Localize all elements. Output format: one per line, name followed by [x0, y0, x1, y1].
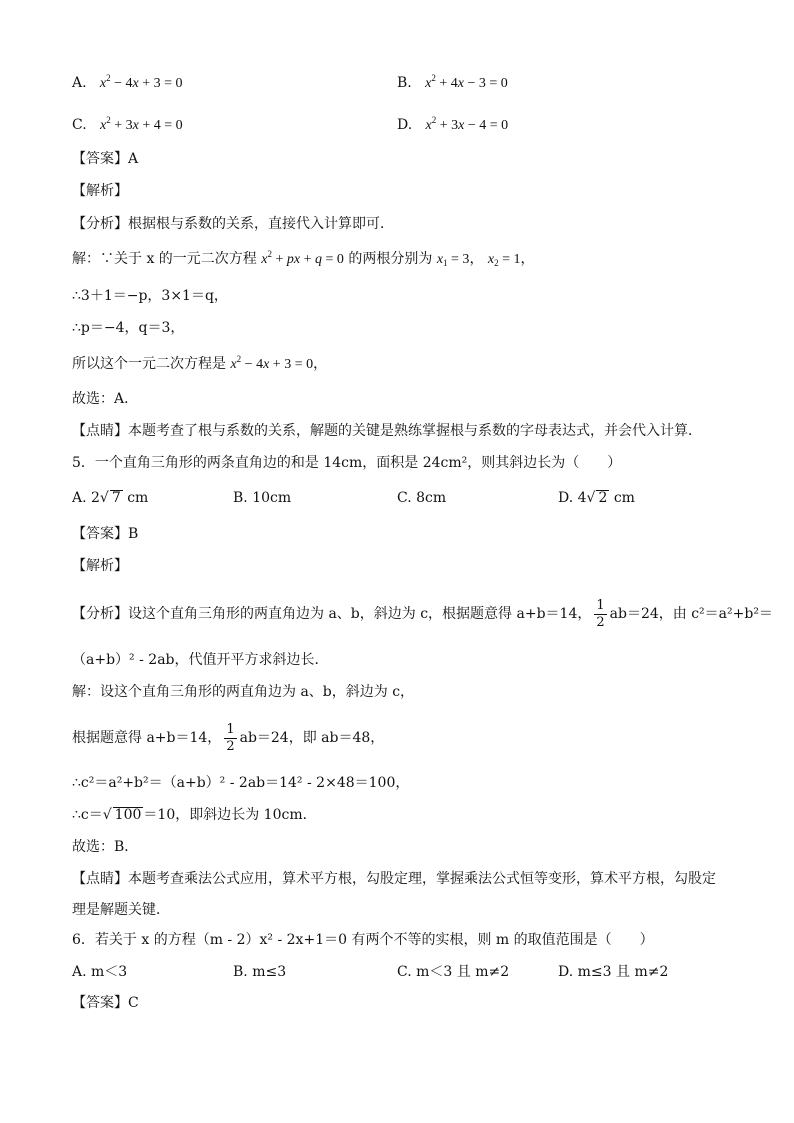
q4-solution-line-2: ∴3＋1＝−p，3×1＝q，	[72, 288, 228, 304]
q4-analysis-heading: 【解析】	[72, 183, 128, 199]
q6-answer: 【答案】C	[72, 995, 139, 1011]
q5-option-d: D. 4√ 2 cm	[558, 490, 635, 506]
q4-option-c: C. $x^2 + 3x + 4 = 0$	[72, 115, 183, 133]
q4-option-d: D. $x^2 + 3x - 4 = 0$	[397, 115, 509, 133]
q5-fenxi-line-1: 【分析】设这个直角三角形的两直角边为 a、b，斜边为 c，根据题意得 a+b＝14， $\frac{1}{2}$ ab＝24，由 c²＝a²+b²＝	[72, 597, 773, 630]
q5-fenxi-line-2: （a+b）² - 2ab，代值开平方求斜边长．	[72, 652, 329, 668]
q5-stem: 5．一个直角三角形的两条直角边的和是 14cm，面积是 24cm²，则其斜边长为（ ）	[72, 455, 622, 471]
q4-option-a: A. $x^2 - 4x + 3 = 0$	[72, 73, 183, 91]
q5-comment-line-1: 【点睛】本题考查乘法公式应用，算术平方根，勾股定理，掌握乘法公式恒等变形，算术平方根，勾股定	[72, 871, 716, 887]
q5-option-a: A. 2√ 7 cm	[72, 490, 149, 506]
q5-solution-line-4: ∴c＝√ 100 ＝10，即斜边长为 10cm．	[72, 807, 317, 823]
fraction-half: $\frac{1}{2}$	[226, 721, 235, 754]
q4-comment: 【点睛】本题考查了根与系数的关系，解题的关键是熟练掌握根与系数的字母表达式，并会代入计算．	[72, 423, 702, 439]
q5-option-b: B. 10cm	[233, 490, 292, 506]
q5-solution-line-3: ∴c²＝a²+b²＝（a+b）² - 2ab＝14² - 2×48＝100，	[72, 775, 410, 791]
q5-choose: 故选：B．	[72, 839, 139, 855]
q4-solution-line-3: ∴p＝−4，q＝3，	[72, 320, 185, 336]
q4-fenxi: 【分析】根据根与系数的关系，直接代入计算即可．	[72, 216, 394, 232]
q5-answer: 【答案】B	[72, 526, 139, 542]
q5-solution-line-2: 根据题意得 a+b＝14， $\frac{1}{2}$ ab＝24，即 ab＝48，	[72, 721, 385, 754]
q5-comment-line-2: 理是解题关键．	[72, 902, 170, 918]
q6-option-d: D. m≤3 且 m≠2	[558, 964, 669, 980]
q4-option-b: B. $x^2 + 4x - 3 = 0$	[397, 73, 508, 91]
q6-option-b: B. m≤3	[233, 964, 287, 980]
q6-stem: 6．若关于 x 的方程（m - 2）x² - 2x+1＝0 有两个不等的实根，则 m 的取值范围是（ ）	[72, 932, 654, 948]
q4-answer: 【答案】A	[72, 151, 139, 167]
q5-solution-line-1: 解：设这个直角三角形的两直角边为 a、b，斜边为 c，	[72, 684, 415, 700]
fraction-half: $\frac{1}{2}$	[596, 597, 605, 630]
q4-solution-line-1: 解：∵关于 x 的一元二次方程 $x^2$ + px + q = 0 的两根分别为 $x_1 = 3$， $x_2 = 1$，	[72, 249, 535, 268]
q5-analysis-heading: 【解析】	[72, 558, 128, 574]
q4-choose: 故选：A．	[72, 391, 139, 407]
q6-option-c: C. m＜3 且 m≠2	[397, 964, 510, 980]
q6-option-a: A. m＜3	[72, 964, 128, 980]
q4-solution-line-4: 所以这个一元二次方程是 $x^2 - 4x + 3 = 0$，	[72, 354, 328, 372]
q5-option-c: C. 8cm	[397, 490, 447, 506]
